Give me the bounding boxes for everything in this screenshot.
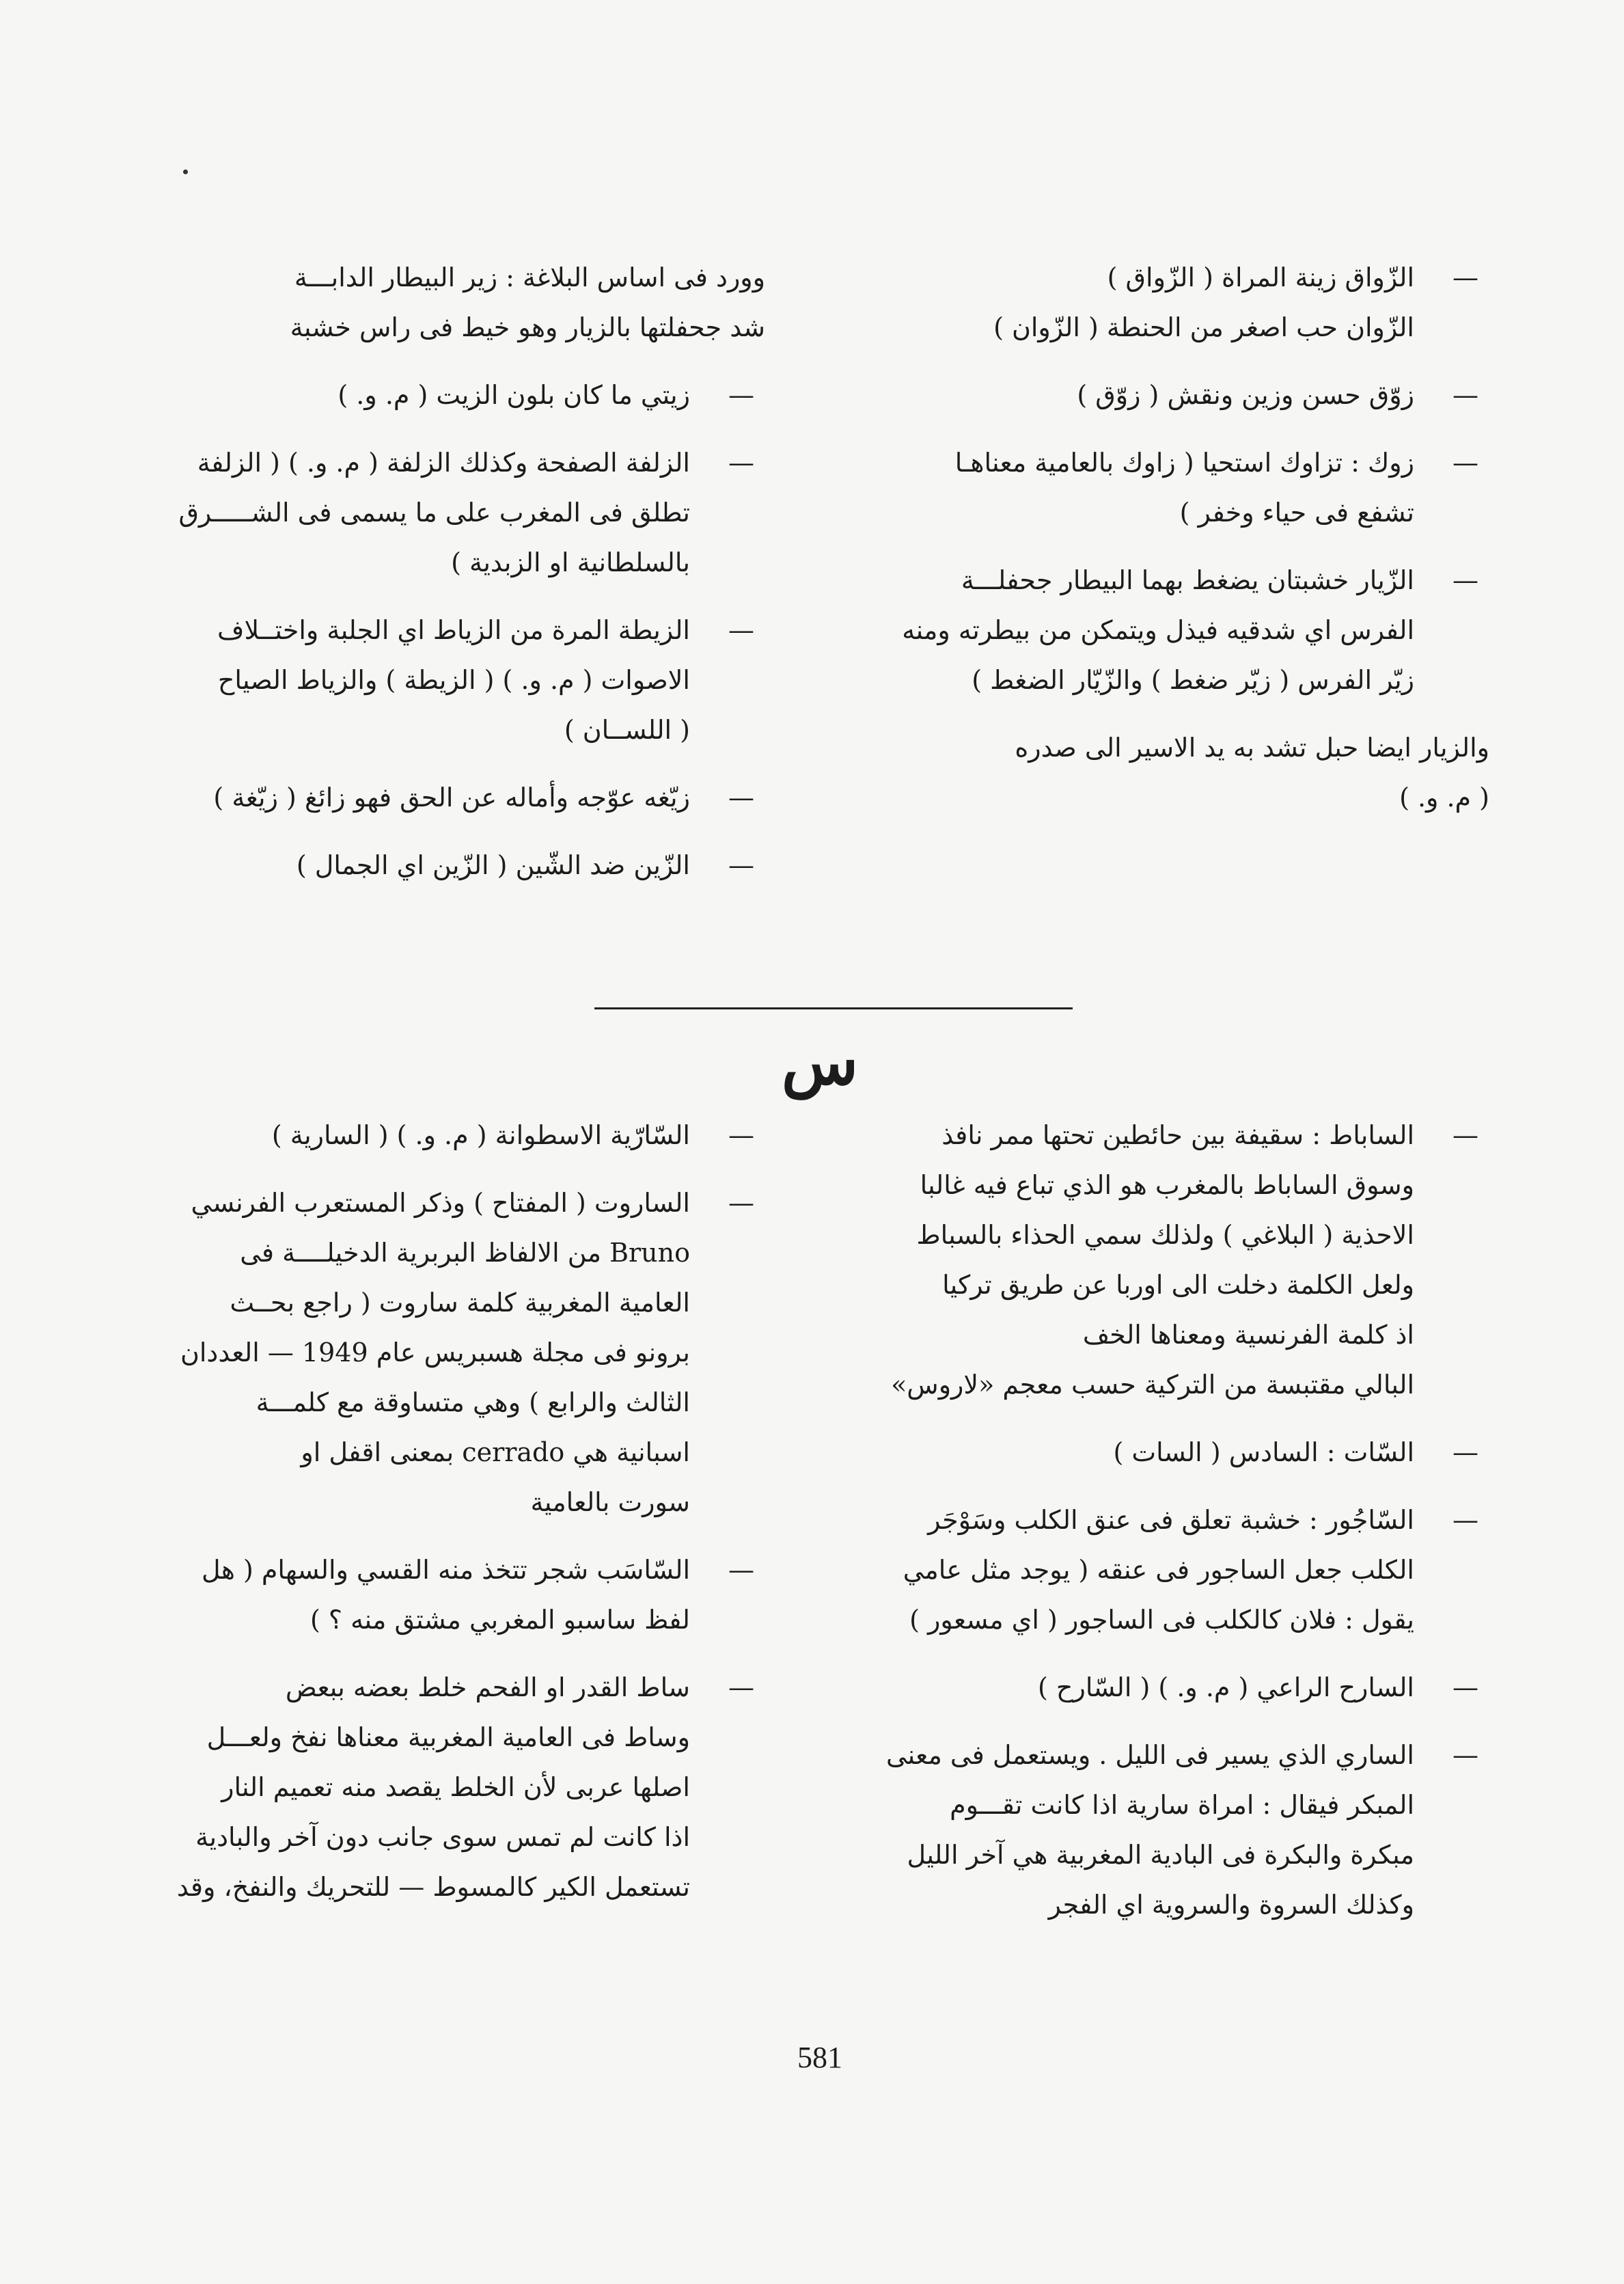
page-number: 581	[797, 2041, 842, 2074]
entry	[164, 253, 765, 353]
entry	[854, 438, 1489, 538]
entry	[164, 370, 765, 420]
entry-dash: —	[1453, 262, 1478, 293]
entry-line: زيتي ما كان بلون الزيت ( م. و. )	[338, 380, 690, 410]
entry-line: الاصوات ( م. و. ) ( الزيطة ) والزياط الصياح	[217, 665, 690, 695]
entry-dash: —	[728, 783, 754, 813]
entry	[854, 723, 1489, 823]
entry-line: الزيطة المرة من الزياط اي الجلبة واختــلاف	[217, 615, 690, 645]
entry-line: زوك : تزاوك استحيا ( زاوك بالعامية معناهـا	[954, 448, 1414, 478]
entry-dash: —	[1453, 1672, 1478, 1702]
entry-line: الثالث والرابع ) وهي متساوقة مع كلمـــة	[256, 1387, 690, 1417]
entry-line: الكلب جعل الساجور فى عنقه ( يوجد مثل عامي	[903, 1555, 1414, 1585]
section-letter-heading: س	[781, 1025, 859, 1099]
entry-dash: —	[728, 380, 754, 410]
entry-line: وورد فى اساس البلاغة : زير البيطار الدابـــة	[294, 262, 765, 293]
entry-line: تطلق فى المغرب على ما يسمى فى الشـــــرق	[178, 498, 690, 528]
entry	[164, 1111, 765, 1160]
entry-line: وكذلك السروة والسروية اي الفجر	[1048, 1890, 1414, 1920]
entry-line: سورت بالعامية	[530, 1487, 690, 1517]
entry-line: يقول : فلان كالكلب فى الساجور ( اي مسعور )	[909, 1605, 1414, 1635]
entry	[164, 1545, 765, 1645]
entry	[164, 1178, 765, 1527]
entry-line: اصلها عربى لأن الخلط يقصد منه تعميم النار	[221, 1772, 690, 1802]
right-column-bottom	[854, 1111, 1489, 1948]
right-column-top	[854, 253, 1489, 841]
entry-line: والزيار ايضا حبل تشد به يد الاسير الى صدره	[1015, 733, 1489, 763]
entry-line: السّارّية الاسطوانة ( م. و. ) ( السارية )	[271, 1120, 690, 1150]
entry-line: الساري الذي يسير فى الليل . ويستعمل فى معنى	[886, 1740, 1414, 1770]
entry-dash: —	[1453, 1437, 1478, 1467]
entry-line: زيّغه عوّجه وأماله عن الحق فهو زائغ ( زيّغة )	[213, 783, 690, 813]
entry-dash: —	[728, 615, 754, 645]
entry-line: ( اللســان )	[564, 715, 690, 745]
left-column-top	[164, 253, 765, 908]
entry-dash: —	[728, 850, 754, 880]
entry	[164, 606, 765, 755]
entry	[164, 1663, 765, 1912]
entry-line: شد جحفلتها بالزيار وهو خيط فى راس خشبة	[290, 312, 765, 342]
entry-line: السّات : السادس ( السات )	[1113, 1437, 1414, 1467]
entry-line: تستعمل الكير كالمسوط — للتحريك والنفخ، وقد	[176, 1872, 690, 1902]
entry	[164, 841, 765, 891]
entry-line: السّاجُور : خشبة تعلق فى عنق الكلب وسَوْجَر	[928, 1505, 1414, 1535]
entry-line: زوّق حسن وزين ونقش ( زوّق )	[1077, 380, 1414, 410]
entry-dash: —	[728, 1120, 754, 1150]
entry-line: برونو فى مجلة هسبريس عام 1949 — العددان	[180, 1337, 690, 1368]
entry	[854, 1730, 1489, 1930]
entry-dash: —	[728, 1672, 754, 1702]
entry-line: المبكر فيقال : امراة سارية اذا كانت تقـــوم	[950, 1790, 1414, 1820]
entry-line: ولعل الكلمة دخلت الى اوربا عن طريق تركيا	[942, 1270, 1414, 1300]
entry-dash: —	[1453, 1120, 1478, 1150]
entry-line: العامية المغربية كلمة ساروت ( راجع بحــث	[230, 1288, 690, 1318]
entry-line: ( م. و. )	[1399, 783, 1489, 813]
section-divider	[594, 1007, 1073, 1009]
entry	[854, 1428, 1489, 1478]
entry	[164, 438, 765, 588]
entry	[854, 1663, 1489, 1713]
entry-line: الساروت ( المفتاح ) وذكر المستعرب الفرنسي	[191, 1188, 690, 1218]
entry	[854, 556, 1489, 705]
entry-dash: —	[1453, 380, 1478, 410]
entry-line: الساباط : سقيفة بين حائطين تحتها ممر نافذ	[941, 1120, 1414, 1150]
entry-line: تشفع فى حياء وخفر )	[1179, 498, 1414, 528]
entry-line: اذ كلمة الفرنسية ومعناها الخف	[1082, 1320, 1414, 1350]
entry-line: البالي مقتبسة من التركية حسب معجم «لاروس»	[891, 1370, 1414, 1400]
entry	[164, 773, 765, 823]
entry-line: اذا كانت لم تمس سوى جانب دون آخر والبادية	[195, 1822, 690, 1852]
left-column-bottom	[164, 1111, 765, 1930]
entry	[854, 370, 1489, 420]
entry-dash: —	[1453, 1740, 1478, 1770]
entry	[854, 1111, 1489, 1410]
entry	[854, 253, 1489, 353]
entry-line: الفرس اي شدقيه فيذل ويتمكن من بيطرته ومنه	[902, 615, 1414, 645]
entry	[854, 1495, 1489, 1645]
entry-dash: —	[1453, 448, 1478, 478]
entry-line: لفظ ساسبو المغربي مشتق منه ؟ )	[310, 1605, 690, 1635]
entry-line: الزّيار خشبتان يضغط بهما البيطار جحفلـــة	[961, 565, 1414, 595]
entry-line: زيّر الفرس ( زيّر ضغط ) والزّيّار الضغط )	[972, 665, 1414, 695]
entry-dash: —	[728, 448, 754, 478]
entry-line: بالسلطانية او الزبدية )	[451, 547, 690, 577]
entry-line: الزّين ضد الشّين ( الزّين اي الجمال )	[296, 850, 690, 880]
entry-dash: —	[728, 1555, 754, 1585]
entry-dash: —	[1453, 1505, 1478, 1535]
entry-line: Bruno من الالفاظ البربرية الدخيلــــة فى	[240, 1238, 690, 1268]
entry-line: السّاسَب شجر تتخذ منه القسي والسهام ( هل	[202, 1555, 690, 1585]
entry-line: وساط فى العامية المغربية معناها نفخ ولعـــل	[206, 1722, 690, 1752]
entry-line: السارح الراعي ( م. و. ) ( السّارح )	[1038, 1672, 1414, 1702]
entry-line: اسبانية هي cerrado بمعنى اقفل او	[301, 1437, 690, 1467]
entry-line: ساط القدر او الفحم خلط بعضه ببعض	[285, 1672, 690, 1702]
entry-line: الزّوان حب اصغر من الحنطة ( الزّوان )	[993, 312, 1414, 342]
entry-line: الزّواق زينة المراة ( الزّواق )	[1107, 262, 1414, 293]
entry-line: وسوق الساباط بالمغرب هو الذي تباع فيه غالبا	[920, 1170, 1414, 1200]
entry-dash: —	[728, 1188, 754, 1218]
entry-line: الزلفة الصفحة وكذلك الزلفة ( م. و. ) ( الزلفة	[197, 448, 690, 478]
entry-line: مبكرة والبكرة فى البادية المغربية هي آخر الليل	[907, 1840, 1414, 1870]
entry-dash: —	[1453, 565, 1478, 595]
page-mark-dot	[183, 169, 188, 174]
entry-line: الاحذية ( البلاغي ) ولذلك سمي الحذاء بالسباط	[916, 1220, 1414, 1250]
